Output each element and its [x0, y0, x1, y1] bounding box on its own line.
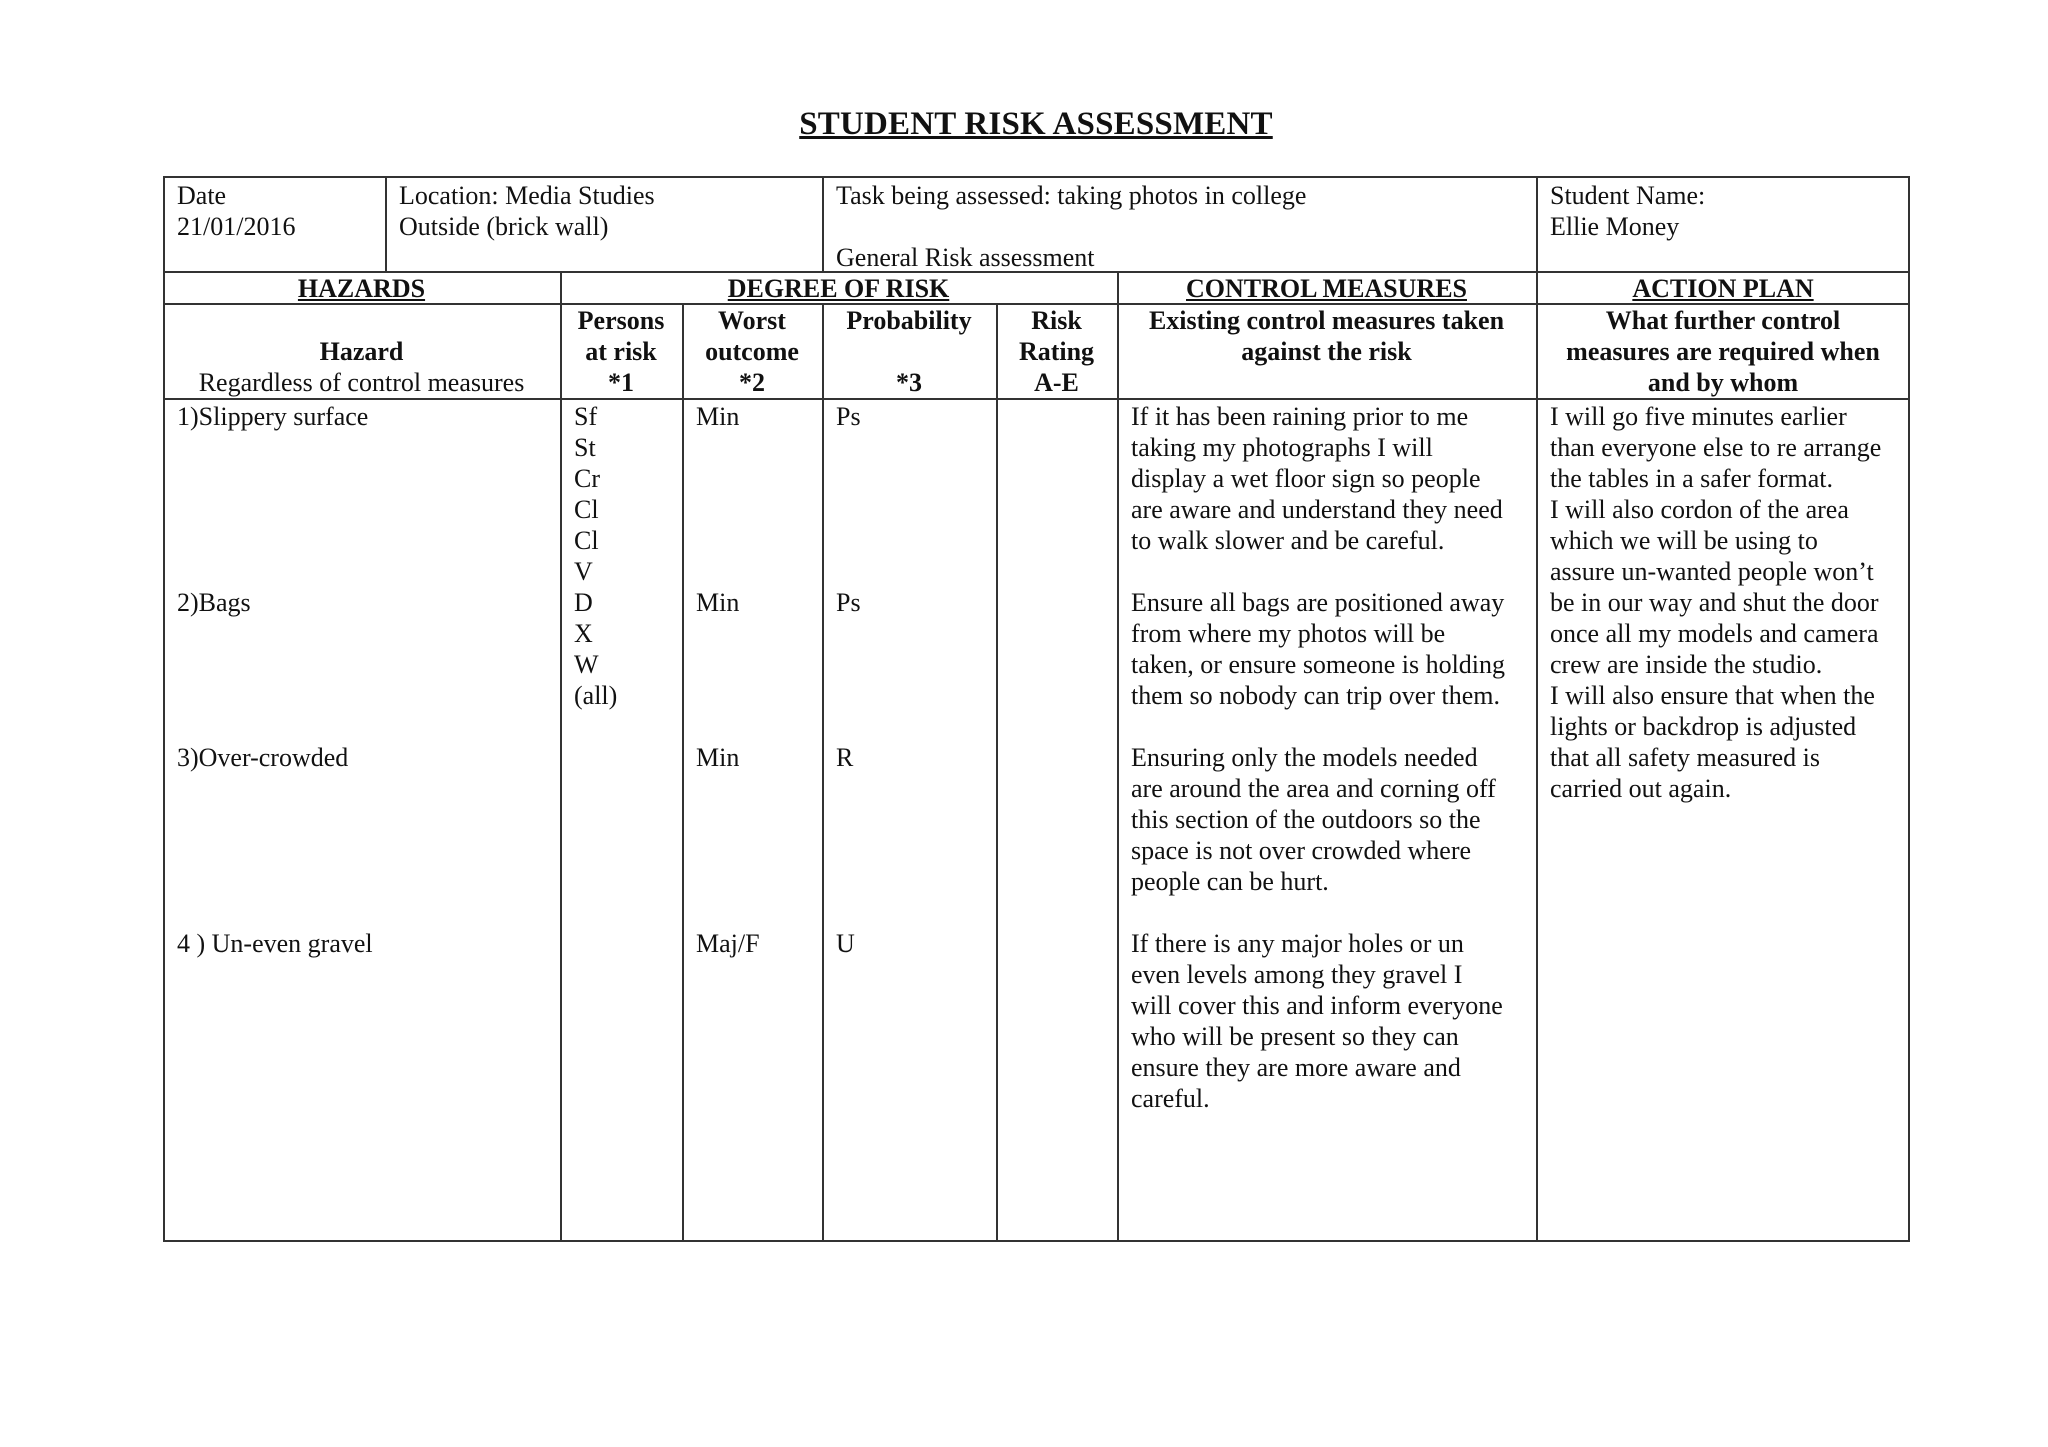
person-code: Cl: [574, 495, 599, 524]
column-divider: [822, 303, 824, 1242]
column-header-hazard-subtitle: Regardless of control measures: [198, 368, 525, 397]
worst-outcome-1: Min: [696, 402, 740, 431]
location-value: Outside (brick wall): [399, 212, 609, 241]
column-header-probability: Probability *3: [846, 306, 972, 397]
person-code: Sf: [574, 402, 598, 431]
worst-outcome-2: Min: [696, 588, 740, 617]
probability-2: Ps: [836, 588, 861, 617]
person-code: V: [574, 557, 593, 586]
column-divider: [560, 271, 562, 1242]
probability-3: R: [836, 743, 854, 772]
column-divider: [1117, 271, 1119, 1242]
section-control-measures: CONTROL MEASURES: [1186, 274, 1467, 303]
person-code: D: [574, 588, 593, 617]
person-code: Cr: [574, 464, 600, 493]
section-degree-of-risk: DEGREE OF RISK: [727, 274, 950, 303]
hazard-4: 4 ) Un-even gravel: [177, 929, 373, 958]
table-border-bottom: [163, 1240, 1910, 1242]
column-divider: [822, 176, 824, 272]
person-code: (all): [574, 681, 618, 710]
student-name-value: Ellie Money: [1550, 212, 1680, 241]
hazard-2: 2)Bags: [177, 588, 251, 617]
date-label: Date: [177, 181, 227, 210]
control-measure-2: Ensure all bags are positioned away from where my photos will be taken, or ensure someone is holding them so nobody can trip over them.: [1131, 588, 1506, 710]
column-header-existing-control: Existing control measures taken against the risk: [1148, 306, 1505, 366]
column-header-further-control: What further control measures are required when and by whom: [1566, 306, 1880, 397]
action-plan-text: I will go five minutes earlier than everyone else to re arrange the tables in a safer format. I will also cordon of the area which we will be using to assure un-wanted people won’t be in our way and shut the door once all my models and camera crew are inside the studio. I will also ensure that when the lights or backdrop is adjusted that all safety measured is carried out again.: [1550, 402, 1882, 803]
column-divider: [682, 303, 684, 1242]
person-code: Cl: [574, 526, 599, 555]
column-header-persons-at-risk: Persons at risk *1: [577, 306, 665, 397]
control-measure-4: If there is any major holes or un even levels among they gravel I will cover this and inform everyone who will be present so they can ensure they are more aware and careful.: [1131, 929, 1503, 1113]
person-code: St: [574, 433, 596, 462]
document-title: STUDENT RISK ASSESSMENT: [799, 106, 1273, 142]
control-measure-3: Ensuring only the models needed are around the area and corning off this section of the outdoors so the space is not over crowded where people can be hurt.: [1131, 743, 1496, 896]
column-divider: [996, 303, 998, 1242]
worst-outcome-4: Maj/F: [696, 929, 760, 958]
column-divider: [385, 176, 387, 272]
person-code: X: [574, 619, 593, 648]
location-label: Location: Media Studies: [399, 181, 655, 210]
section-action-plan: ACTION PLAN: [1632, 274, 1814, 303]
persons-at-risk-list: [574, 401, 617, 711]
person-code: W: [574, 650, 599, 679]
table-border-top: [163, 176, 1910, 178]
date-value: 21/01/2016: [177, 212, 296, 241]
control-measure-1: If it has been raining prior to me taking my photographs I will display a wet floor sign so people are aware and understand they need to walk slower and be careful.: [1131, 402, 1503, 555]
hazard-1: 1)Slippery surface: [177, 402, 369, 431]
column-header-worst-outcome: Worst outcome *2: [705, 306, 799, 397]
column-header-risk-rating: Risk Rating A-E: [1018, 306, 1095, 397]
column-header-hazard-title: Hazard: [319, 337, 404, 366]
probability-4: U: [836, 929, 855, 958]
probability-1: Ps: [836, 402, 861, 431]
risk-assessment-table: [163, 176, 1910, 1241]
worst-outcome-3: Min: [696, 743, 740, 772]
section-hazards: HAZARDS: [297, 274, 426, 303]
hazard-3: 3)Over-crowded: [177, 743, 349, 772]
task-value: General Risk assessment: [836, 243, 1095, 272]
task-label: Task being assessed: taking photos in college: [836, 181, 1307, 210]
student-name-label: Student Name:: [1550, 181, 1706, 210]
